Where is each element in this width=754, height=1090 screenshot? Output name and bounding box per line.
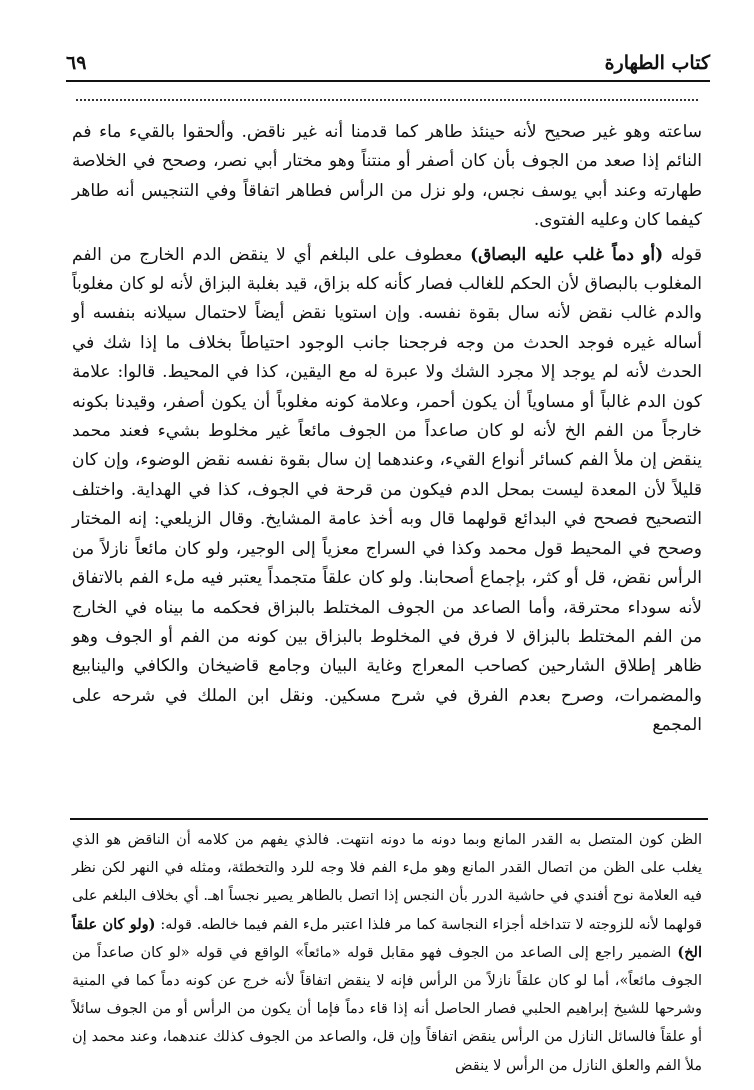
page-number: ٦٩	[66, 52, 87, 74]
paragraph-2-body: معطوف على البلغم أي لا ينقض الدم الخارج من الفم المغلوب بالبصاق لأن الحكم للغالب فصار كأنه كله بزاق، قيد بغلبة البزاق لأنه لو كان مغلوباً والدم غالب نقض لأنه سال بقوة نفسه. وإن استويا نقض أيضاً لاحتمال سيلانه بنفسه أو أساله غيره فوجد الحدث من وجه فرجحنا جانب الوجود احتياطاً بخلاف ما إذا شك في الحدث لأنه لم يوجد إلا مجرد الشك ولا عبرة له مع اليقين، كذا في المحيط. قالوا: علامة كون الدم غالباً أو مساوياً أن يكون أحمر، وعلامة كونه مغلوباً أن يكون أصفر، وقيدنا بكونه خارجاً من الفم الخ لأنه لو كان صاعداً من الجوف مائعاً غير مخلوط بشيء فعند محمد ينقض إن ملأ الفم كسائر أنواع القيء، وعندهما إن سال بقوة نفسه نقض الوضوء، وإن كان قليلاً لأن المعدة ليست بمحل الدم فيكون من قرحة في الجوف، كذا في الهداية. واختلف التصحيح فصحح في البدائع قولهما قال وبه أخذ عامة المشايخ. وقال الزيلعي: إنه المختار وصحح في المحيط قول محمد وكذا في السراج معزياً إلى الوجير، ولو كان مائعاً نازلاً من الرأس نقض، قل أو كثر، بإجماع أصحابنا. ولو كان علقاً متجمداً يعتبر فيه ملء الفم بالاتفاق لأنه سوداء محترقة، وأما الصاعد من الجوف المختلط بالبزاق فحكمه ما بيناه في الخارج من الفم المختلط بالبزاق لا فرق في المخلوط بالبزاق بين كونه من الفم أو الجوف وهو ظاهر إطلاق الشارحين كصاحب المعراج وغاية البيان وجامع قاضيخان والكافي والينابيع والمضمرات، وصرح بعدم الفرق في شرح مسكين. ونقل ابن الملك في شرحه على المجمع	[72, 244, 702, 736]
paragraph-2	[72, 241, 702, 741]
footnote-divider	[70, 818, 708, 820]
book-title: كتاب الطهارة	[604, 52, 710, 74]
paragraph-2-prefix: قوله	[663, 244, 703, 265]
footnote-lemma: (ولو كان علقاً الخ)	[72, 915, 702, 961]
footnote-text	[72, 826, 702, 1080]
footnote-part-2: الضمير راجع إلى الصاعد من الجوف فهو مقابل قوله «مائعاً» الواقع في قوله «لو كان صاعداً من الجوف مائعاً»، أما لو كان علقاً نازلاً من الرأس فإنه لا ينقض اتفاقاً لأنه خرج عن كونه دماً كما في المنية وشرحها للشيخ إبراهيم الحلبي فصار الحاصل أنه إذا قاء دماً فإما أن يكون من الرأس أو من الجوف سائلاً أو علقاً فالسائل النازل من الرأس ينقض اتفاقاً وإن قل، والصاعد من الجوف كذلك عندهما، وعند محمد إن ملأ الفم والعلق النازل من الرأس لا ينقض	[72, 944, 702, 1074]
dotted-rule	[76, 99, 698, 101]
main-text	[72, 118, 702, 741]
footnote-part-1: الظن كون المتصل به القدر المانع وبما دونه ما دونه انتهت. فالذي يفهم من كلامه أن الناقض هو الذي يغلب على الظن من اتصال القدر المانع وهو ملء الفم فلا وجه للرد والتخطئة، ومثله في النهر لكن نظر فيه العلامة نوح أفندي في حاشية الدرر بأن النجس إذا اتصل بالطاهر يصير نجساً اهـ. أي بخلاف البلغم على قولهما لأنه للزوجته لا تتداخله أجزاء النجاسة كما مر فلذا اعتبر ملء الفم فيما خالطه. قوله:	[72, 832, 702, 933]
paragraph-1: ساعته وهو غير صحيح لأنه حينئذ طاهر كما قدمنا أنه غير ناقض. وألحقوا بالقيء ماء فم النائم إذا صعد من الجوف بأن كان أصفر أو منتناً وهو مختار أبي نصر، وصحح في الخلاصة طهارته وعند أبي يوسف نجس، ولو نزل من الرأس فطاهر اتفاقاً وفي التنجيس أنه طاهر كيفما كان وعليه الفتوى.	[72, 122, 702, 231]
lemma-quote: (أو دماً غلب عليه البصاق)	[470, 244, 664, 265]
page-header	[66, 46, 710, 82]
